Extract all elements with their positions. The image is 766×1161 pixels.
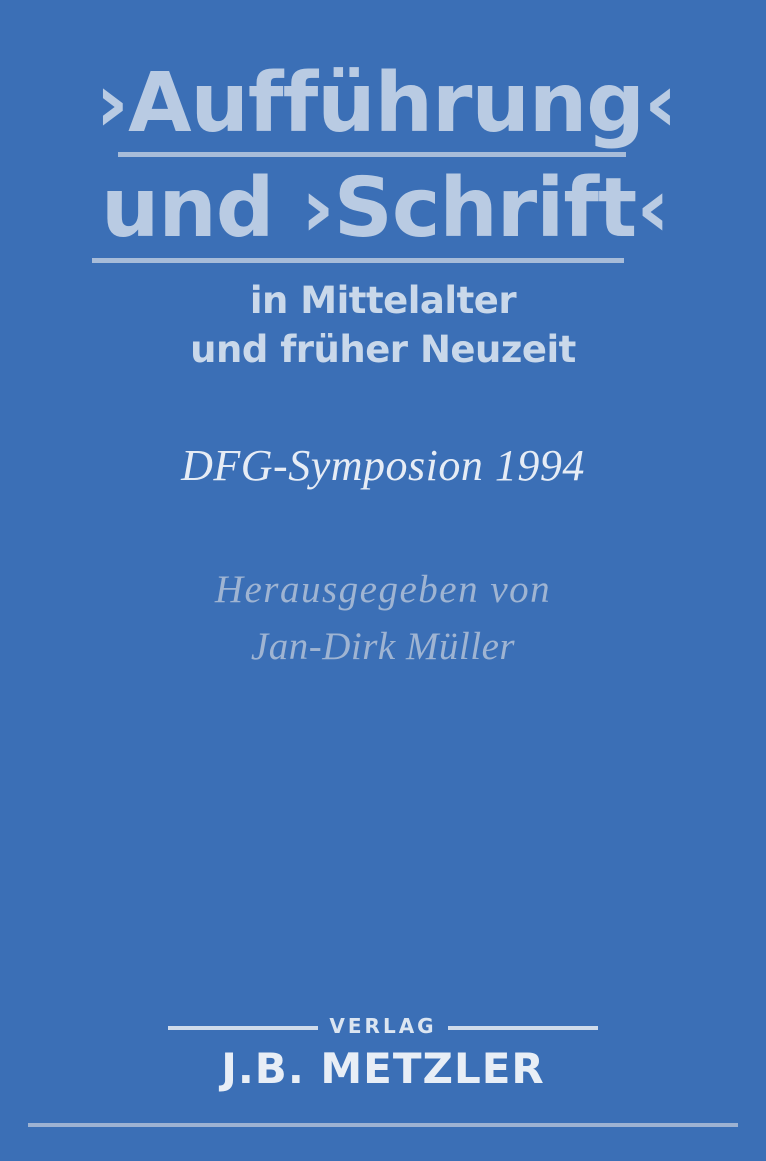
verlag-row: [168, 1014, 598, 1040]
subtitle: [0, 277, 766, 375]
title-underline-2: [92, 258, 624, 263]
editor-block: [0, 562, 766, 675]
event-title: DFG-Symposion 1994: [181, 441, 585, 490]
title-line-1: ›Aufführung‹: [95, 56, 677, 151]
publisher-name: J.B. METZLER: [221, 1044, 545, 1093]
title-line-2: und ›Schrift‹: [100, 161, 670, 257]
title-block: [0, 56, 766, 375]
editor-prefix: Herausgegeben von: [214, 568, 552, 611]
bottom-rule: [28, 1123, 738, 1127]
subtitle-line-1: in Mittelalter: [249, 278, 517, 322]
editor-name: Jan-Dirk Müller: [250, 624, 516, 668]
subtitle-line-2: und früher Neuzeit: [190, 327, 576, 371]
verlag-label: VERLAG: [329, 1014, 437, 1038]
publisher-logo: [0, 1014, 766, 1093]
verlag-rule-right: [448, 1026, 598, 1030]
title-underline-1: [118, 152, 626, 157]
